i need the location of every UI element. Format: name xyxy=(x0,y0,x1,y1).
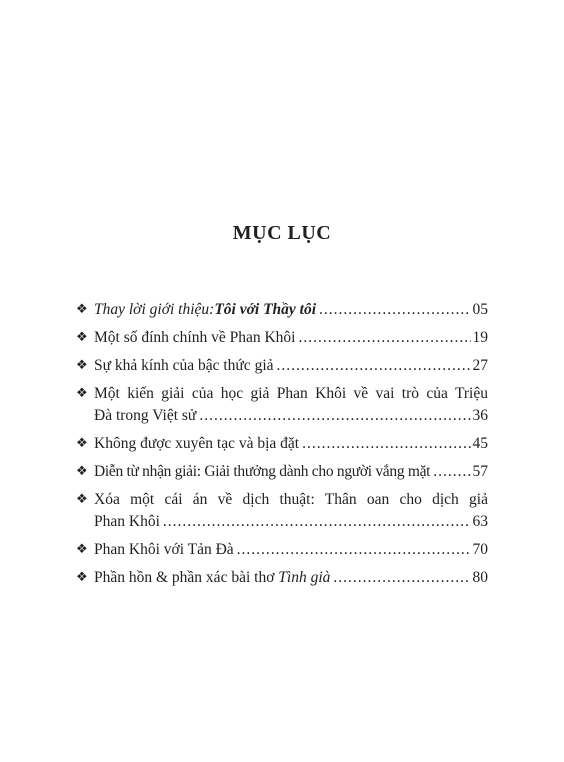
diamond-bullet-icon: ❖ xyxy=(76,302,88,317)
diamond-bullet-icon: ❖ xyxy=(76,570,88,585)
toc-entry xyxy=(76,567,488,589)
diamond-bullet-icon: ❖ xyxy=(76,330,88,345)
entry-title-line-1: Xóa một cái án về dịch thuật: Thân oan cho dịch giả xyxy=(94,491,488,508)
toc-entry xyxy=(76,383,488,427)
entry-page-number: 70 xyxy=(472,541,488,558)
entry-page-number: 05 xyxy=(472,301,488,318)
entry-page-number: 36 xyxy=(472,407,488,424)
entry-page-number: 45 xyxy=(472,435,488,452)
dot-leader xyxy=(163,511,471,533)
entry-title: Phần hồn & phần xác bài thơ xyxy=(94,569,279,586)
diamond-bullet-icon: ❖ xyxy=(76,436,88,451)
dot-leader xyxy=(237,539,471,561)
dot-leader xyxy=(333,567,470,589)
entry-title: Phan Khôi với Tản Đà xyxy=(94,541,234,558)
diamond-bullet-icon: ❖ xyxy=(76,386,88,401)
toc-entry xyxy=(76,433,488,455)
toc-entry xyxy=(76,355,488,377)
toc-list xyxy=(76,299,488,595)
dot-leader xyxy=(319,299,470,321)
dot-leader xyxy=(277,355,471,377)
entry-title: Diễn từ nhận giải: Giải thưởng dành cho người vắng mặt xyxy=(94,463,431,480)
entry-title: Một số đính chính về Phan Khôi xyxy=(94,329,296,346)
dot-leader xyxy=(302,433,470,455)
entry-title-line-2: Phan Khôi xyxy=(94,513,160,530)
toc-entry xyxy=(76,299,488,321)
diamond-bullet-icon: ❖ xyxy=(76,358,88,373)
entry-title: Sự khả kính của bậc thức giả xyxy=(94,357,274,374)
entry-title: Tôi với Thầy tôi xyxy=(214,301,317,318)
entry-title: Không được xuyên tạc và bịa đặt xyxy=(94,435,300,452)
entry-title-line-1: Một kiến giải của học giả Phan Khôi về vai trò của Triệu xyxy=(94,385,488,402)
dot-leader xyxy=(433,461,470,483)
toc-entry xyxy=(76,489,488,533)
entry-title-italic: Tình già xyxy=(278,569,331,586)
toc-title: MỤC LỤC xyxy=(232,222,332,244)
toc-entry xyxy=(76,461,488,483)
diamond-bullet-icon: ❖ xyxy=(76,464,88,479)
entry-prefix: Thay lời giới thiệu: xyxy=(94,301,215,318)
toc-entry xyxy=(76,327,488,349)
diamond-bullet-icon: ❖ xyxy=(76,542,88,557)
toc-entry xyxy=(76,539,488,561)
entry-page-number: 27 xyxy=(472,357,488,374)
entry-title-line-2: Đà trong Việt sử xyxy=(94,407,197,424)
entry-page-number: 19 xyxy=(472,329,488,346)
diamond-bullet-icon: ❖ xyxy=(76,492,88,507)
dot-leader xyxy=(299,327,471,349)
entry-page-number: 80 xyxy=(472,569,488,586)
entry-page-number: 63 xyxy=(472,513,488,530)
entry-page-number: 57 xyxy=(472,463,488,480)
dot-leader xyxy=(199,405,470,427)
